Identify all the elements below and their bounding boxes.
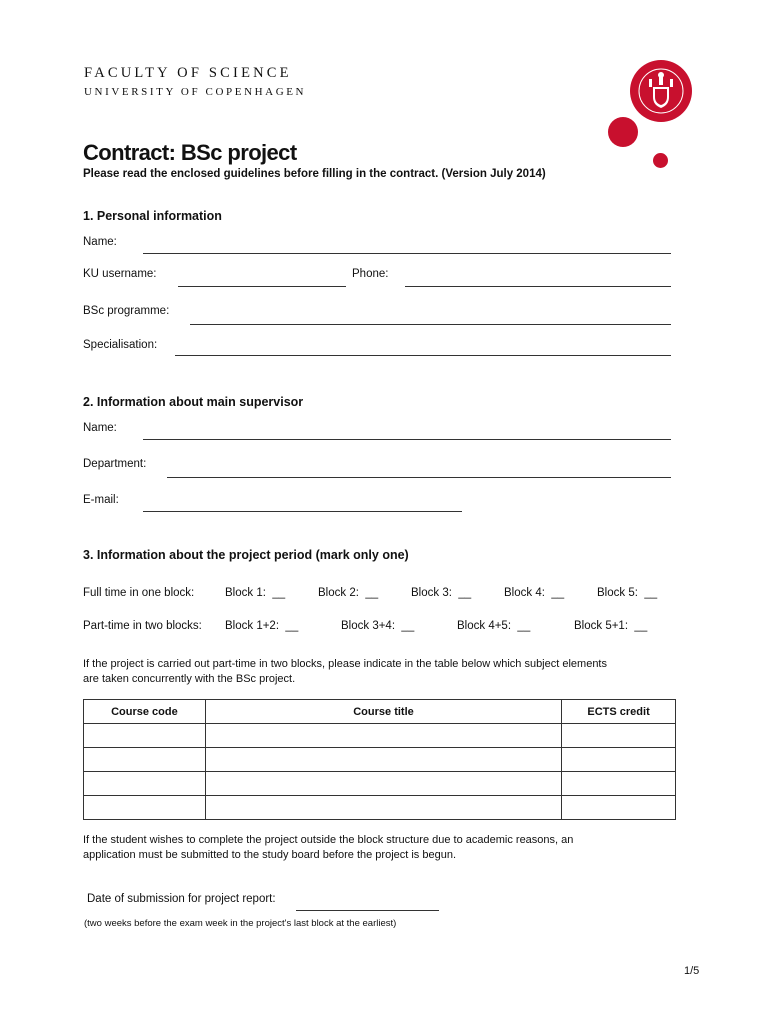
course-title-header: Course title	[205, 700, 561, 724]
decorative-red-dot-large	[608, 117, 638, 147]
course-code-cell[interactable]	[84, 796, 206, 820]
email-field[interactable]	[143, 511, 462, 512]
fulltime-block-4[interactable]: Block 4: __	[504, 587, 565, 599]
decorative-red-dot-small	[653, 153, 668, 168]
concurrent-courses-table	[83, 699, 676, 820]
course-code-cell[interactable]	[84, 772, 206, 796]
section-3-heading: 3. Information about the project period (mark only one)	[83, 548, 409, 562]
phone-label: Phone:	[352, 268, 389, 280]
page-title: Contract: BSc project	[83, 140, 297, 165]
username-label: KU username:	[83, 268, 157, 280]
university-name: UNIVERSITY OF COPENHAGEN	[84, 86, 307, 98]
course-code-cell[interactable]	[84, 724, 206, 748]
faculty-name: FACULTY OF SCIENCE	[84, 65, 292, 81]
name-field[interactable]	[143, 253, 671, 254]
table-header-row	[84, 700, 676, 724]
page-number: 1/5	[684, 965, 700, 977]
table-row	[84, 748, 676, 772]
section-2-heading: 2. Information about main supervisor	[83, 395, 304, 409]
parttime-label: Part-time in two blocks:	[83, 620, 202, 632]
programme-field[interactable]	[190, 324, 671, 325]
supervisor-name-field[interactable]	[143, 439, 671, 440]
outside-block-note-line-2: application must be submitted to the study board before the project is begun.	[83, 849, 457, 861]
fulltime-label: Full time in one block:	[83, 587, 195, 599]
specialisation-field[interactable]	[175, 355, 671, 356]
parttime-note-line-2: are taken concurrently with the BSc project.	[83, 673, 296, 685]
ects-credit-cell[interactable]	[562, 772, 676, 796]
course-code-cell[interactable]	[84, 748, 206, 772]
fulltime-block-2[interactable]: Block 2: __	[318, 587, 379, 599]
ects-credit-cell[interactable]	[562, 796, 676, 820]
university-seal-logo	[629, 59, 693, 123]
programme-label: BSc programme:	[83, 305, 170, 317]
phone-field[interactable]	[405, 286, 671, 287]
submission-date-field[interactable]	[296, 910, 439, 911]
email-label: E-mail:	[83, 494, 119, 506]
username-field[interactable]	[178, 286, 346, 287]
course-title-cell[interactable]	[205, 748, 561, 772]
department-label: Department:	[83, 458, 147, 470]
parttime-note-line-1: If the project is carried out part-time in two blocks, please indicate in the table below which subject elements	[83, 658, 607, 670]
ects-credit-header: ECTS credit	[562, 700, 676, 724]
department-field[interactable]	[167, 477, 671, 478]
fulltime-block-1[interactable]: Block 1: __	[225, 587, 286, 599]
course-title-cell[interactable]	[205, 796, 561, 820]
specialisation-label: Specialisation:	[83, 339, 158, 351]
ects-credit-cell[interactable]	[562, 748, 676, 772]
submission-date-label: Date of submission for project report:	[87, 893, 276, 905]
submission-date-note: (two weeks before the exam week in the project's last block at the earliest)	[84, 918, 397, 929]
course-title-cell[interactable]	[205, 772, 561, 796]
section-1-heading: 1. Personal information	[83, 209, 222, 223]
table-row	[84, 772, 676, 796]
table-row	[84, 796, 676, 820]
table-row	[84, 724, 676, 748]
page-subtitle: Please read the enclosed guidelines before filling in the contract. (Version July 2014)	[83, 168, 546, 180]
parttime-block-3-4[interactable]: Block 3+4: __	[341, 620, 415, 632]
course-title-cell[interactable]	[205, 724, 561, 748]
ects-credit-cell[interactable]	[562, 724, 676, 748]
course-code-header: Course code	[84, 700, 206, 724]
outside-block-note-line-1: If the student wishes to complete the project outside the block structure due to academic reasons, an	[83, 834, 574, 846]
fulltime-block-3[interactable]: Block 3: __	[411, 587, 472, 599]
supervisor-name-label: Name:	[83, 422, 117, 434]
fulltime-block-5[interactable]: Block 5: __	[597, 587, 658, 599]
parttime-block-5-1[interactable]: Block 5+1: __	[574, 620, 648, 632]
parttime-block-1-2[interactable]: Block 1+2: __	[225, 620, 299, 632]
name-label: Name:	[83, 236, 117, 248]
parttime-block-4-5[interactable]: Block 4+5: __	[457, 620, 531, 632]
